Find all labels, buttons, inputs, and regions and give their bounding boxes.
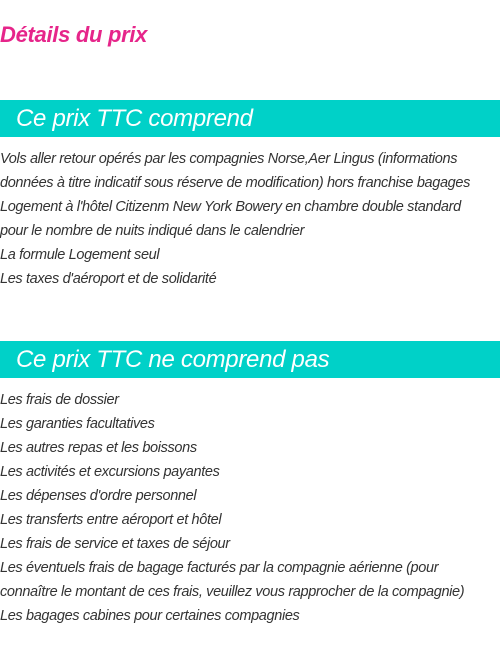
- excluded-item-line: Les activités et excursions payantes: [0, 464, 220, 480]
- included-item-line: pour le nombre de nuits indiqué dans le calendrier: [0, 223, 305, 239]
- page-title: Détails du prix: [0, 22, 148, 47]
- excluded-item-line: connaître le montant de ces frais, veuillez vous rapprocher de la compagnie): [0, 584, 465, 600]
- included-item-line: La formule Logement seul: [0, 247, 160, 263]
- excluded-section-header: Ce prix TTC ne comprend pas: [0, 341, 500, 378]
- excluded-item-line: Les garanties facultatives: [0, 416, 155, 432]
- excluded-item-line: Les frais de service et taxes de séjour: [0, 536, 230, 552]
- excluded-item-line: Les éventuels frais de bagage facturés par la compagnie aérienne (pour: [0, 560, 439, 576]
- excluded-item-line: Les dépenses d'ordre personnel: [0, 488, 197, 504]
- included-items-list: [0, 147, 500, 291]
- included-item-line: données à titre indicatif sous réserve de modification) hors franchise bagages: [0, 175, 471, 191]
- excluded-item-line: Les transferts entre aéroport et hôtel: [0, 512, 222, 528]
- excluded-item-line: Les bagages cabines pour certaines compagnies: [0, 608, 300, 624]
- included-section-header: Ce prix TTC comprend: [0, 100, 500, 137]
- included-item-line: Logement à l'hôtel Citizenm New York Bowery en chambre double standard: [0, 199, 461, 215]
- included-item-line: Les taxes d'aéroport et de solidarité: [0, 271, 217, 287]
- excluded-item-line: Les autres repas et les boissons: [0, 440, 197, 456]
- excluded-items-list: [0, 388, 500, 628]
- excluded-item-line: Les frais de dossier: [0, 392, 119, 408]
- included-item-line: Vols aller retour opérés par les compagnies Norse,Aer Lingus (informations: [0, 151, 458, 167]
